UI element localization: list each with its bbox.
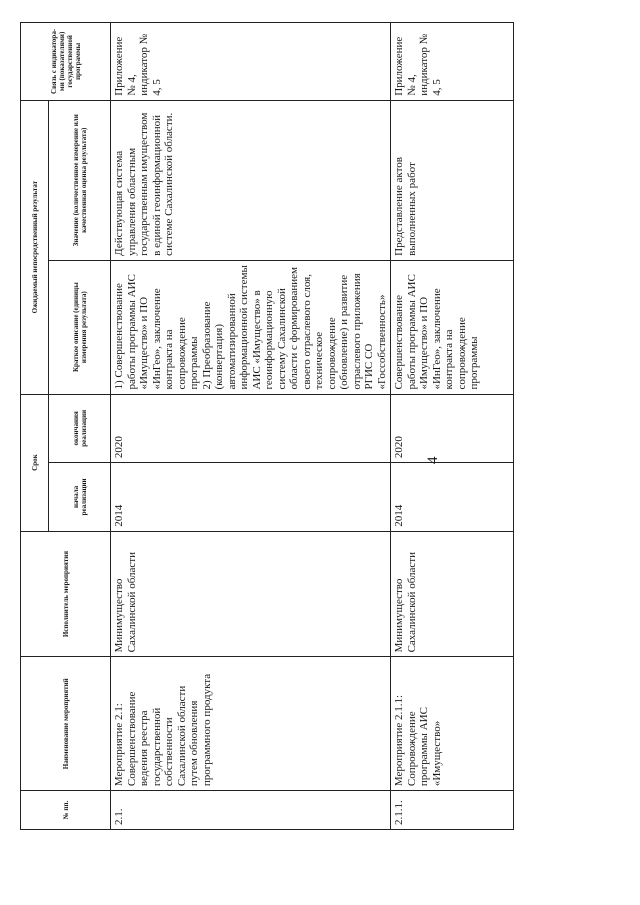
row-name: Мероприятие 2.1.1: Сопровождение программы АИС «Имущество» xyxy=(391,657,514,791)
row-link: Приложение № 4, индикатор № 4, 5 xyxy=(111,23,391,101)
row-end: 2020 xyxy=(391,394,514,463)
row-executor: Минимущество Сахалинской области xyxy=(111,531,391,657)
header-name: Наименование мероприятий xyxy=(21,657,111,791)
header-num: № пп. xyxy=(21,791,111,830)
header-executor: Исполнитель мероприятия xyxy=(21,531,111,657)
header-result-value: Значение (количественное измерение или качественная оценка результата) xyxy=(49,100,111,260)
table-row xyxy=(391,23,514,830)
row-value: Действующая система управления областным государственным имуществом в единой геоинформационной системе Сахалинской области. xyxy=(111,100,391,260)
header-result: Ожидаемый непосредственный результат xyxy=(21,100,49,394)
row-desc-item-1: 1) Совершенствование работы программы АИС «Имущество» и ПО «ИнГео», заключение контракта на сопровождение программы xyxy=(113,274,200,390)
table-row xyxy=(111,23,391,830)
header-link: Связь с индикатора-ми (показателями) государственной программы xyxy=(21,23,111,101)
measures-table xyxy=(20,22,514,830)
row-link: Приложение № 4, индикатор № 4, 5 xyxy=(391,23,514,101)
header-term: Срок xyxy=(21,394,49,531)
row-desc xyxy=(111,260,391,394)
header-term-start: начала реализации xyxy=(49,463,111,532)
row-num: 2.1.1. xyxy=(391,791,514,830)
row-desc xyxy=(391,260,514,394)
row-value: Представление актов выполненных работ xyxy=(391,100,514,260)
row-executor: Минимущество Сахалинской области xyxy=(391,531,514,657)
row-end: 2020 xyxy=(111,394,391,463)
row-desc-item-1: Совершенствование работы программы АИС «Имущество» и ПО «ИнГео», заключение контракта на сопровождение программы xyxy=(393,274,480,390)
row-num: 2.1. xyxy=(111,791,391,830)
header-result-desc: Краткое описание (единицы измерения результата) xyxy=(49,260,111,394)
row-start: 2014 xyxy=(391,463,514,532)
header-term-end: окончания реализации xyxy=(49,394,111,463)
row-desc-item-2: 2) Преобразование (конвертация) автоматизированной информационной системы АИС «Имущество» в геоинформационную систему Сахалинской области с формированием своего отраслевого слоя, техническое сопровождение (обновление) и развитие отраслевого приложения РГИС СО «Госсобственность» xyxy=(200,265,388,390)
row-start: 2014 xyxy=(111,463,391,532)
row-name: Мероприятие 2.1: Совершенствование ведения реестра государственной собственности Сахалинской области путем обновления программного продукта xyxy=(111,657,391,791)
page-number: 4 xyxy=(425,456,441,464)
